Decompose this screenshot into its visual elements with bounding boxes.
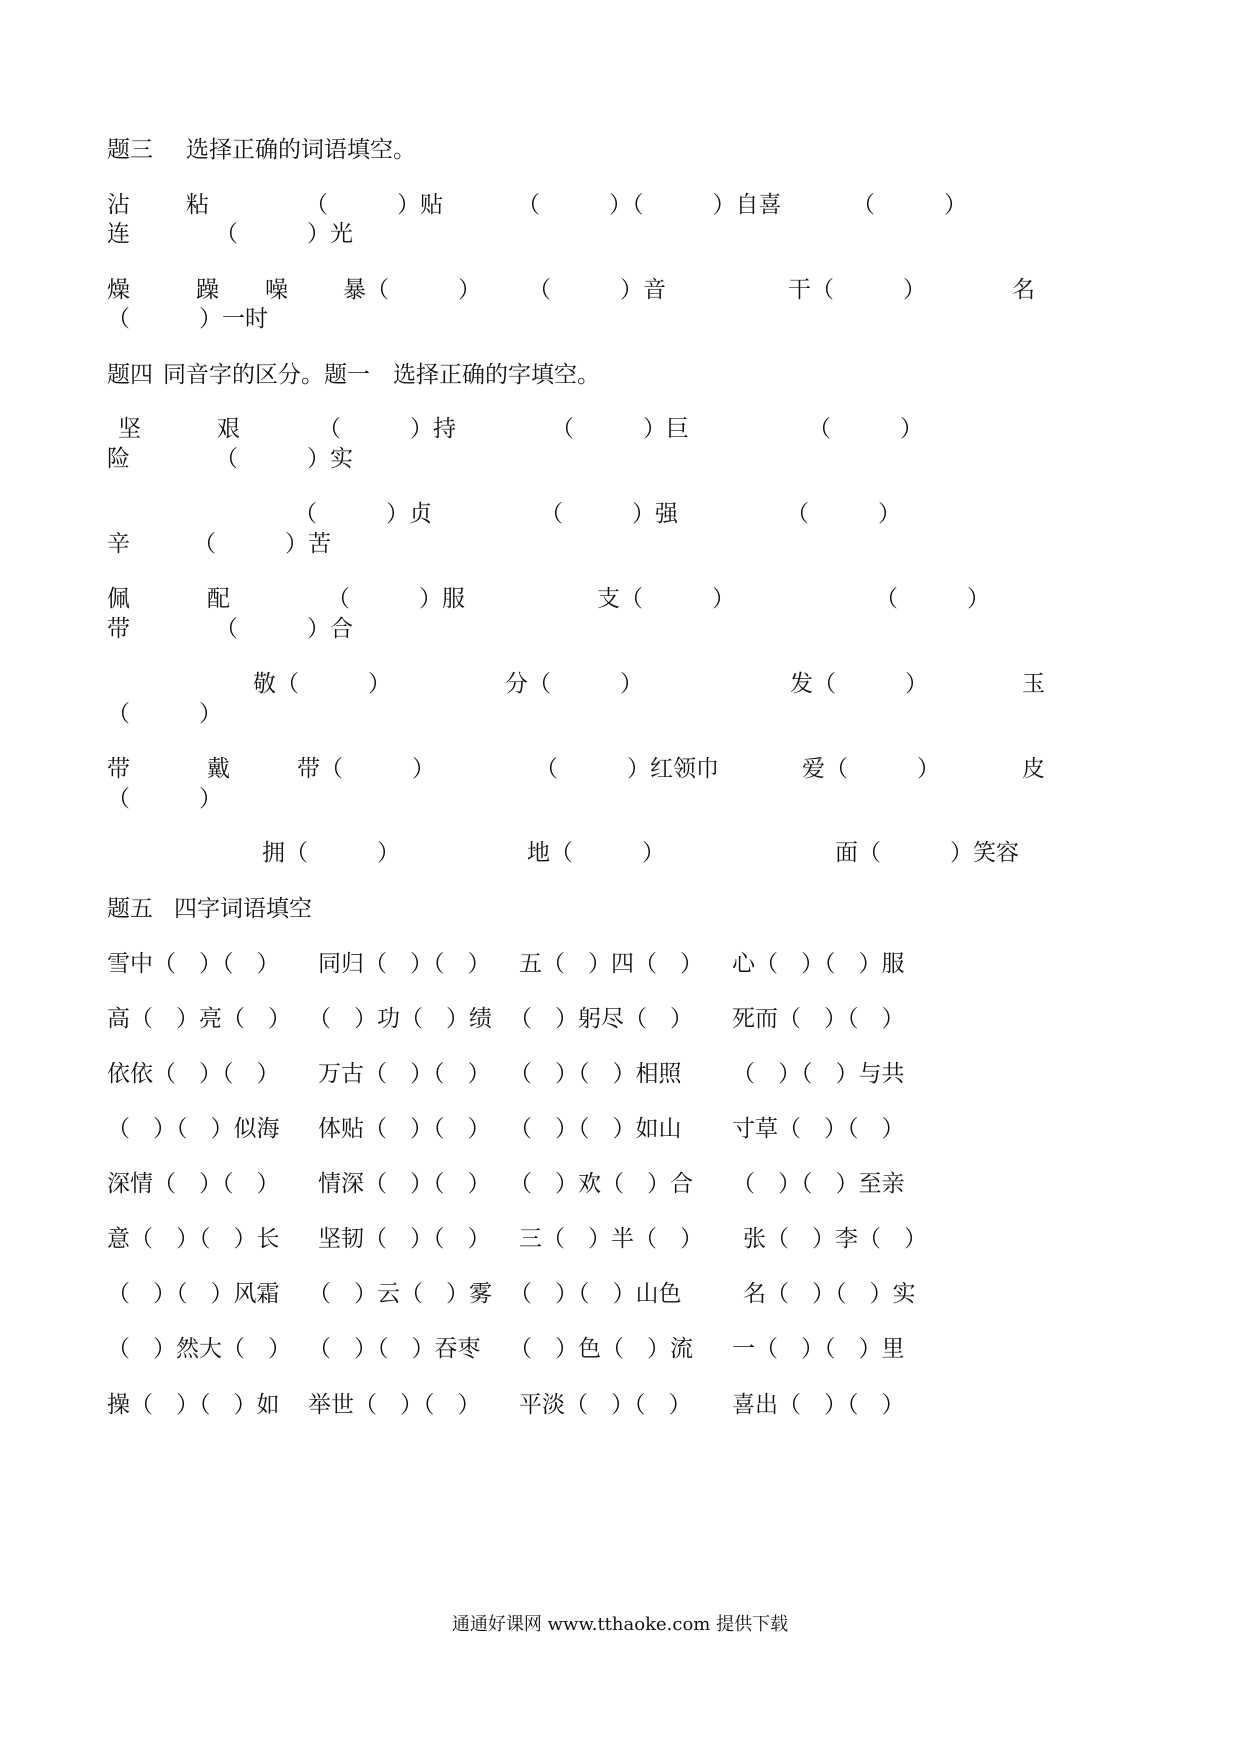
idiom-item: 五（ ）四（ ） (519, 951, 703, 977)
option-char: 坚 (118, 416, 141, 442)
option-char: 沾 (107, 192, 130, 218)
exercise-row (0, 667, 1240, 701)
blank-item: 辛 (107, 531, 130, 557)
blank-item: （ ）强 (540, 501, 678, 527)
idiom-item: 心（ ）（ ）服 (732, 951, 905, 977)
section-4-instruction: 同音字的区分。题一 选择正确的字填空。 (163, 362, 600, 388)
idiom-item: （ ）（ ）似海 (107, 1116, 280, 1142)
idiom-item: 依依（ ）（ ） (107, 1061, 280, 1087)
blank-item: 玉 (1022, 671, 1045, 697)
blank-item: （ ）苦 (193, 531, 331, 557)
blank-item: 分（ ） (505, 671, 643, 697)
section-3-instruction: 选择正确的词语填空。 (186, 137, 416, 163)
idiom-item: （ ）（ ）吞枣 (308, 1336, 481, 1362)
idiom-item: 高（ ）亮（ ） (107, 1006, 291, 1032)
idiom-item: （ ）（ ）与共 (732, 1061, 905, 1087)
exercise-row-wrap (0, 612, 1240, 646)
blank-item: 支（ ） (597, 586, 735, 612)
idiom-row (0, 947, 1240, 981)
option-char: 粘 (186, 192, 209, 218)
option-char: 带 (107, 756, 130, 782)
blank-item: （ ） (107, 786, 222, 812)
blank-item: 带（ ） (297, 756, 435, 782)
idiom-item: 坚韧（ ）（ ） (318, 1226, 491, 1252)
section-5-instruction: 四字词语填空 (174, 896, 312, 922)
idiom-item: 操（ ）（ ）如 (107, 1392, 280, 1418)
idiom-item: 意（ ）（ ）长 (107, 1226, 280, 1252)
section-5-title: 题五 (107, 896, 153, 922)
blank-item: （ ）红领巾 (535, 756, 719, 782)
idiom-row (0, 1388, 1240, 1422)
idiom-item: 雪中（ ）（ ） (107, 951, 280, 977)
idiom-item: 死而（ ）（ ） (732, 1006, 905, 1032)
exercise-row-wrap (0, 527, 1240, 561)
exercise-row (0, 582, 1240, 616)
idiom-item: （ ）功（ ）绩 (308, 1006, 492, 1032)
blank-item: 地（ ） (527, 840, 665, 866)
idiom-row (0, 1057, 1240, 1091)
exercise-row (0, 752, 1240, 786)
blank-item: （ ） (808, 416, 923, 442)
blank-item: 发（ ） (790, 671, 928, 697)
option-char: 躁 (196, 277, 219, 303)
idiom-item: （ ）色（ ）流 (509, 1336, 693, 1362)
idiom-item: 举世（ ）（ ） (308, 1392, 481, 1418)
idiom-item: （ ）（ ）山色 (509, 1281, 682, 1307)
idiom-item: 同归（ ）（ ） (318, 951, 491, 977)
page-footer: 通通好课网 www.tthaoke.com 提供下载 (451, 1614, 789, 1635)
blank-item: （ ）（ ）自喜 (517, 192, 782, 218)
blank-item: （ ）持 (318, 416, 456, 442)
option-char: 佩 (107, 586, 130, 612)
blank-item: 爱（ ） (802, 756, 940, 782)
idiom-row (0, 1332, 1240, 1366)
section-3-title: 题三 (107, 137, 153, 163)
blank-item: 皮 (1022, 756, 1045, 782)
exercise-row (0, 836, 1240, 870)
idiom-item: （ ）（ ）相照 (509, 1061, 682, 1087)
idiom-item: 三（ ）半（ ） (519, 1226, 703, 1252)
idiom-item: （ ）躬尽（ ） (509, 1006, 693, 1032)
exercise-row-wrap (0, 302, 1240, 336)
blank-item: （ ）音 (528, 277, 666, 303)
blank-item: 名 (1012, 277, 1035, 303)
idiom-item: （ ）（ ）风霜 (107, 1281, 280, 1307)
blank-item: 敬（ ） (253, 671, 391, 697)
idiom-item: （ ）然大（ ） (107, 1336, 291, 1362)
idiom-row (0, 1222, 1240, 1256)
blank-item: 连 (107, 221, 130, 247)
idiom-item: 寸草（ ）（ ） (732, 1116, 905, 1142)
exercise-row (0, 497, 1240, 531)
idiom-item: 一（ ）（ ）里 (732, 1336, 905, 1362)
idiom-item: 体贴（ ）（ ） (318, 1116, 491, 1142)
exercise-row (0, 412, 1240, 446)
blank-item: （ ）服 (327, 586, 465, 612)
idiom-item: 张（ ）李（ ） (743, 1226, 927, 1252)
exercise-row-wrap (0, 442, 1240, 476)
blank-item: （ ） (786, 501, 901, 527)
section-4-title: 题四 (107, 362, 153, 388)
blank-item: （ ） (852, 192, 967, 218)
idiom-item: （ ）欢（ ）合 (509, 1171, 693, 1197)
idiom-item: （ ）（ ）如山 (509, 1116, 682, 1142)
idiom-row (0, 1002, 1240, 1036)
idiom-item: 万古（ ）（ ） (318, 1061, 491, 1087)
blank-item: （ ）巨 (551, 416, 689, 442)
idiom-item: 深情（ ）（ ） (107, 1171, 280, 1197)
idiom-row (0, 1167, 1240, 1201)
exercise-row-wrap (0, 782, 1240, 816)
option-char: 艰 (217, 416, 240, 442)
exercise-row-wrap (0, 697, 1240, 731)
idiom-item: （ ）云（ ）雾 (308, 1281, 492, 1307)
blank-item: （ ） (875, 586, 990, 612)
idiom-item: 名（ ）（ ）实 (743, 1281, 916, 1307)
idiom-row (0, 1277, 1240, 1311)
idiom-row (0, 1112, 1240, 1146)
blank-item: 面（ ）笑容 (835, 840, 1019, 866)
blank-item: （ ）实 (215, 446, 353, 472)
blank-item: 暴（ ） (343, 277, 481, 303)
blank-item: （ ）光 (215, 221, 353, 247)
blank-item: 险 (107, 446, 130, 472)
blank-item: （ ） (107, 701, 222, 727)
exercise-row-wrap (0, 217, 1240, 251)
blank-item: 拥（ ） (262, 840, 400, 866)
blank-item: （ ）贞 (294, 501, 432, 527)
idiom-item: 情深（ ）（ ） (318, 1171, 491, 1197)
idiom-item: 平淡（ ）（ ） (519, 1392, 692, 1418)
idiom-item: （ ）（ ）至亲 (732, 1171, 905, 1197)
blank-item: 带 (107, 616, 130, 642)
option-char: 噪 (265, 277, 288, 303)
option-char: 燥 (107, 277, 130, 303)
blank-item: （ ）贴 (305, 192, 443, 218)
option-char: 戴 (207, 756, 230, 782)
idiom-item: 喜出（ ）（ ） (732, 1392, 905, 1418)
blank-item: （ ）一时 (107, 306, 268, 332)
blank-item: （ ）合 (215, 616, 353, 642)
blank-item: 干（ ） (788, 277, 926, 303)
option-char: 配 (207, 586, 230, 612)
